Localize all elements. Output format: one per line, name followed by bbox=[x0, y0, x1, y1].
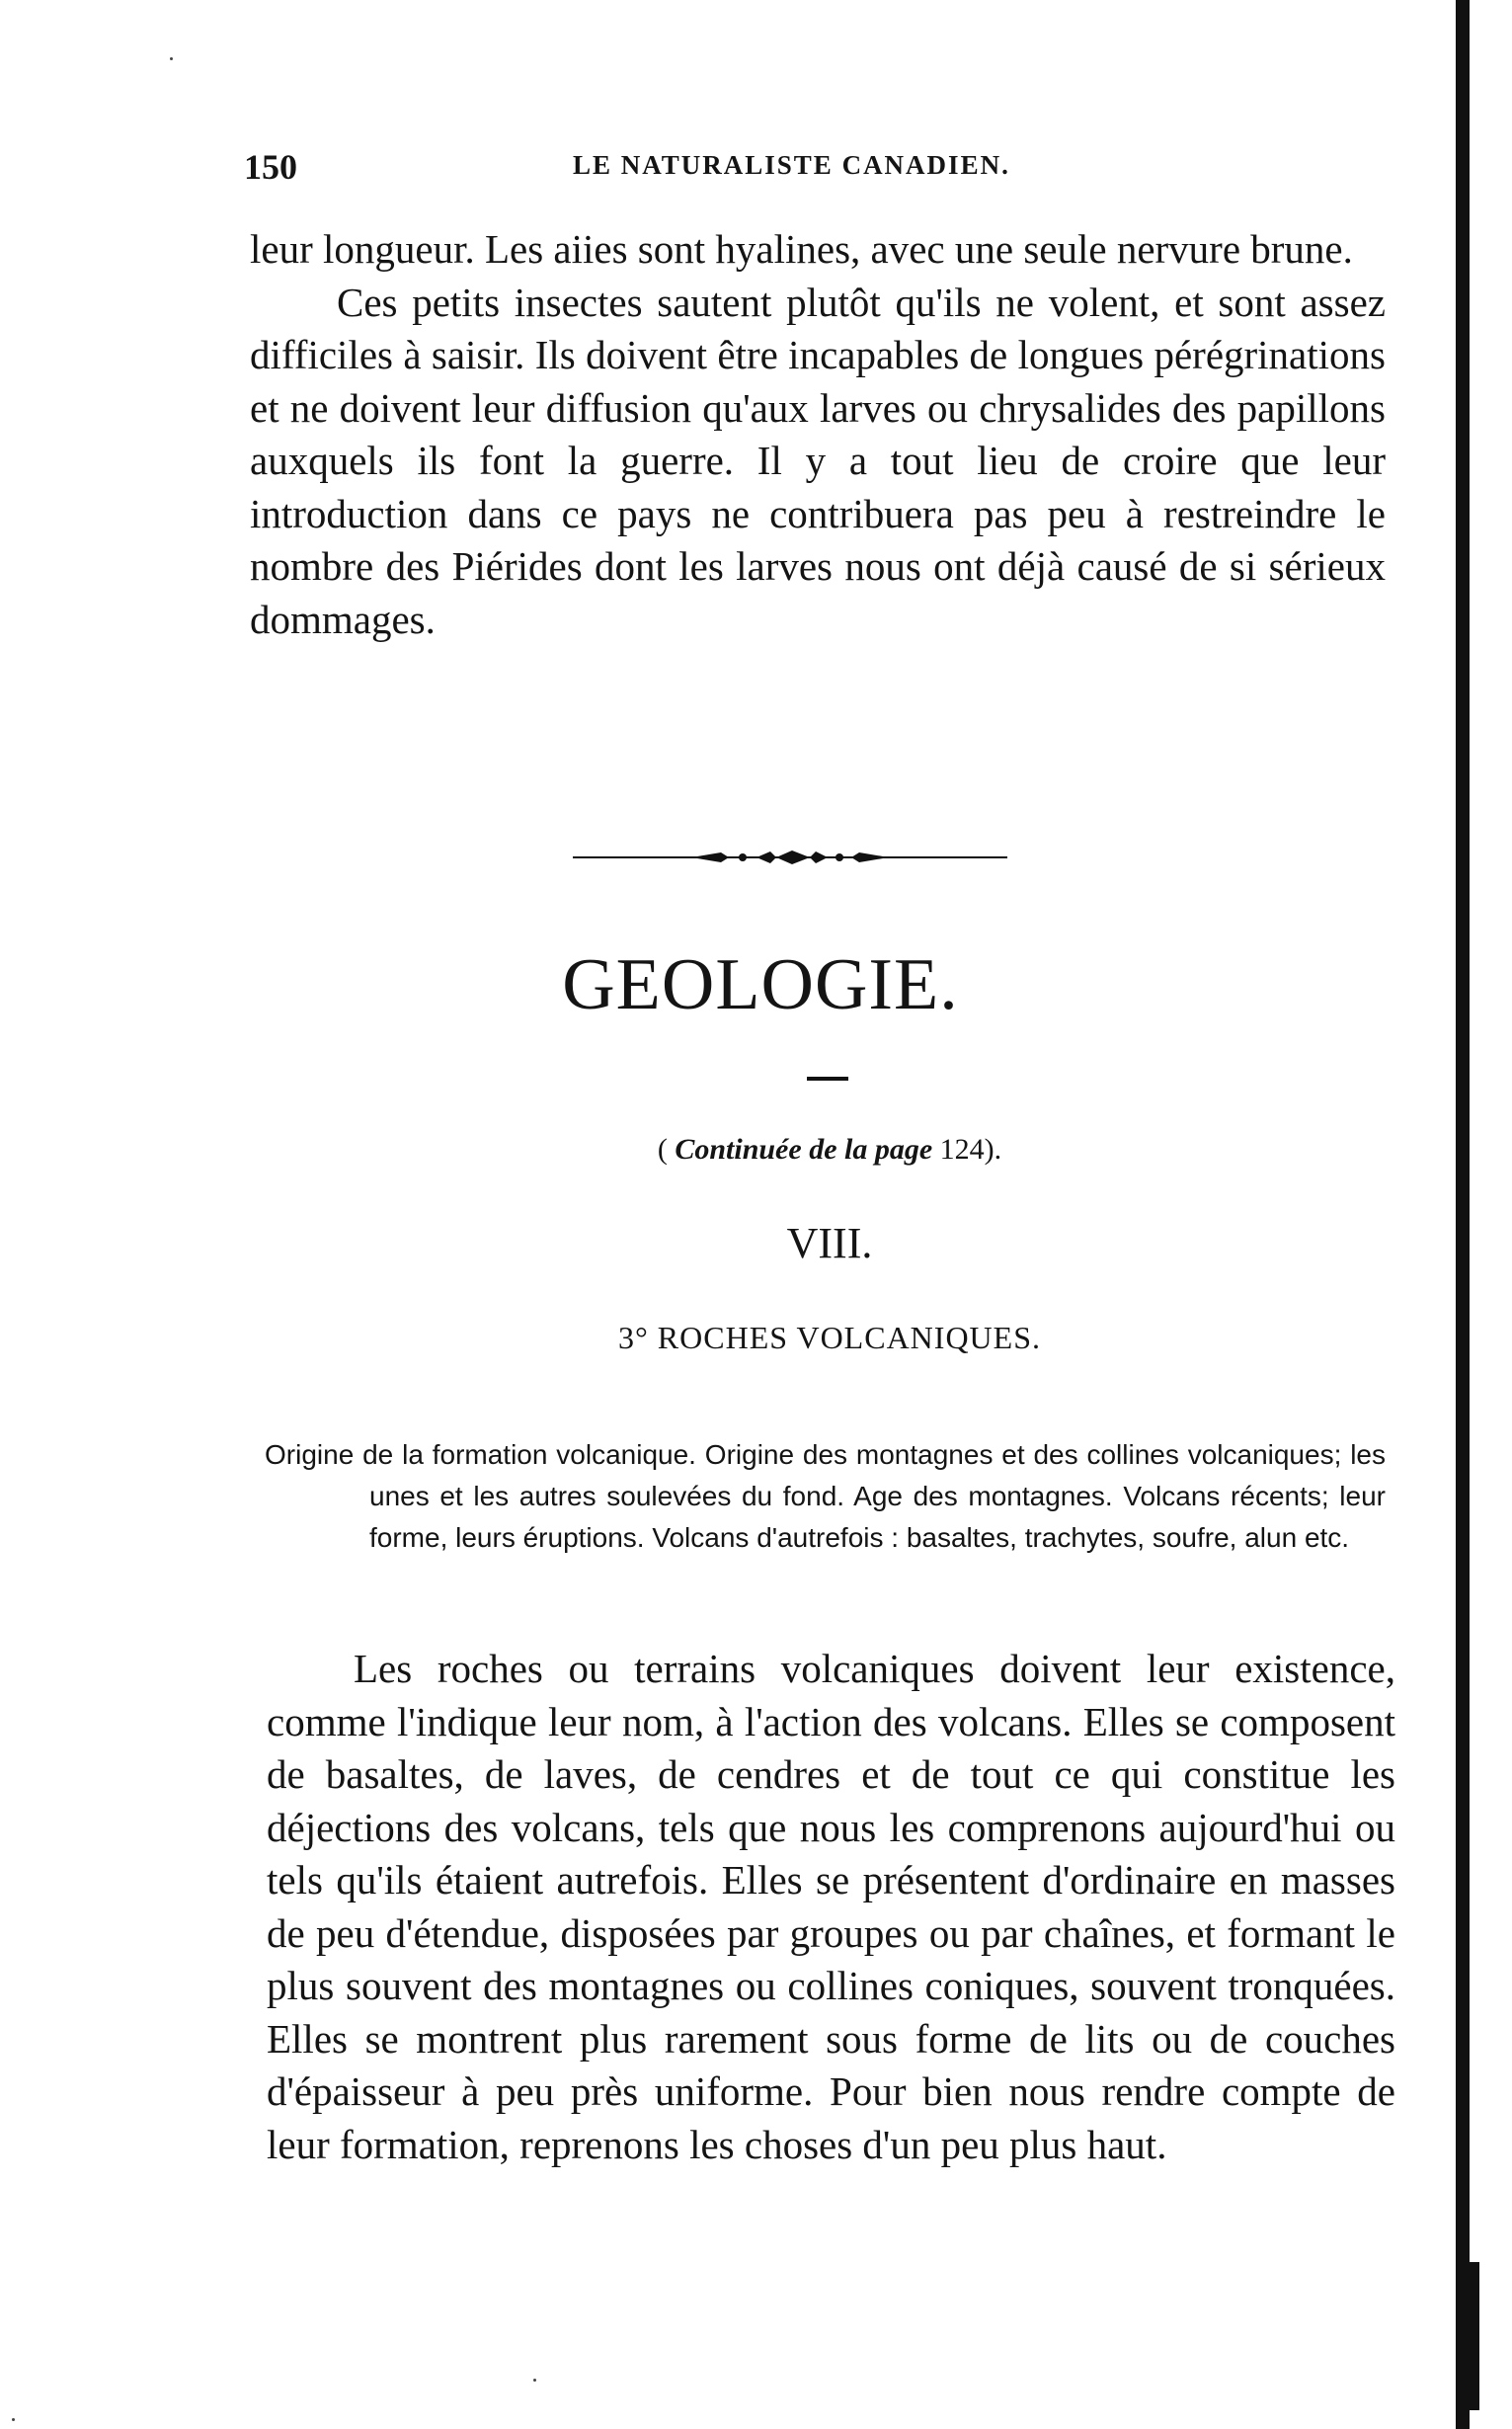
scan-speck bbox=[533, 2379, 536, 2382]
section-title: GEOLOGIE. bbox=[562, 944, 959, 1025]
chapter-subtitle: 3° ROCHES VOLCANIQUES. bbox=[617, 1320, 1041, 1355]
text-block-top bbox=[250, 223, 1386, 646]
continuation-note bbox=[395, 1133, 1264, 1167]
chapter-summary: Origine de la formation volcanique. Origine des montagnes et des collines volcaniques; les unes et les autres soulevées du fond. Age des montagnes. Volcans récents; leur forme, leurs éruptions. Volcans d'autrefois : basaltes, trachytes, soufre, alun etc. bbox=[265, 1439, 1386, 1553]
paragraph-continuation: leur longueur. Les aiies sont hyalines, avec une seule nervure brune. bbox=[250, 226, 1353, 272]
section-divider-ornament bbox=[573, 848, 1007, 867]
title-dash bbox=[807, 1077, 848, 1081]
running-header: LE NATURALISTE CANADIEN. bbox=[573, 150, 1010, 180]
page-edge-shadow bbox=[1456, 0, 1470, 2429]
continued-prefix: ( bbox=[657, 1133, 676, 1166]
page-number: 150 bbox=[244, 147, 297, 187]
scan-speck bbox=[170, 57, 173, 60]
scan-speck bbox=[12, 2418, 15, 2421]
paragraph-volcanic-rocks: Les roches ou terrains volcaniques doivent leur existence, comme l'indique leur nom, à l'action des volcans. Elles se composent de basaltes, de laves, de cendres et de tout ce qui constitue les déjections des volcans, tels que nous les comprenons aujourd'hui ou tels qu'ils étaient autrefois. Elles se présentent d'ordinaire en masses de peu d'étendue, disposées par groupes ou par chaînes, et formant le plus souvent des montagnes ou collines coniques, souvent tronquées. Elles se montrent plus rarement sous forme de lits ou de couches d'épaisseur à peu près uniforme. Pour bien nous rendre compte de leur formation, reprenons les choses d'un peu plus haut. bbox=[267, 1646, 1395, 2167]
chapter-numeral: VIII. bbox=[786, 1219, 873, 1267]
page-edge-shadow-tail bbox=[1470, 2262, 1479, 2410]
continued-page: 124). bbox=[932, 1133, 1002, 1166]
paragraph-insects: Ces petits insectes sautent plutôt qu'ils ne volent, et sont assez difficiles à saisir. Ils doivent être incapables de longues pérégrinations et ne doivent leur diffusion qu'aux larves ou chrysalides des papillons auxquels ils font la guerre. Il y a tout lieu de croire que leur introduction dans ce pays ne contribuera pas peu à restreindre le nombre des Piérides dont les larves nous ont déjà causé de si sérieux dommages. bbox=[250, 279, 1386, 642]
continued-italic: Continuée de la page bbox=[675, 1133, 933, 1166]
text-block-body bbox=[267, 1643, 1395, 2171]
